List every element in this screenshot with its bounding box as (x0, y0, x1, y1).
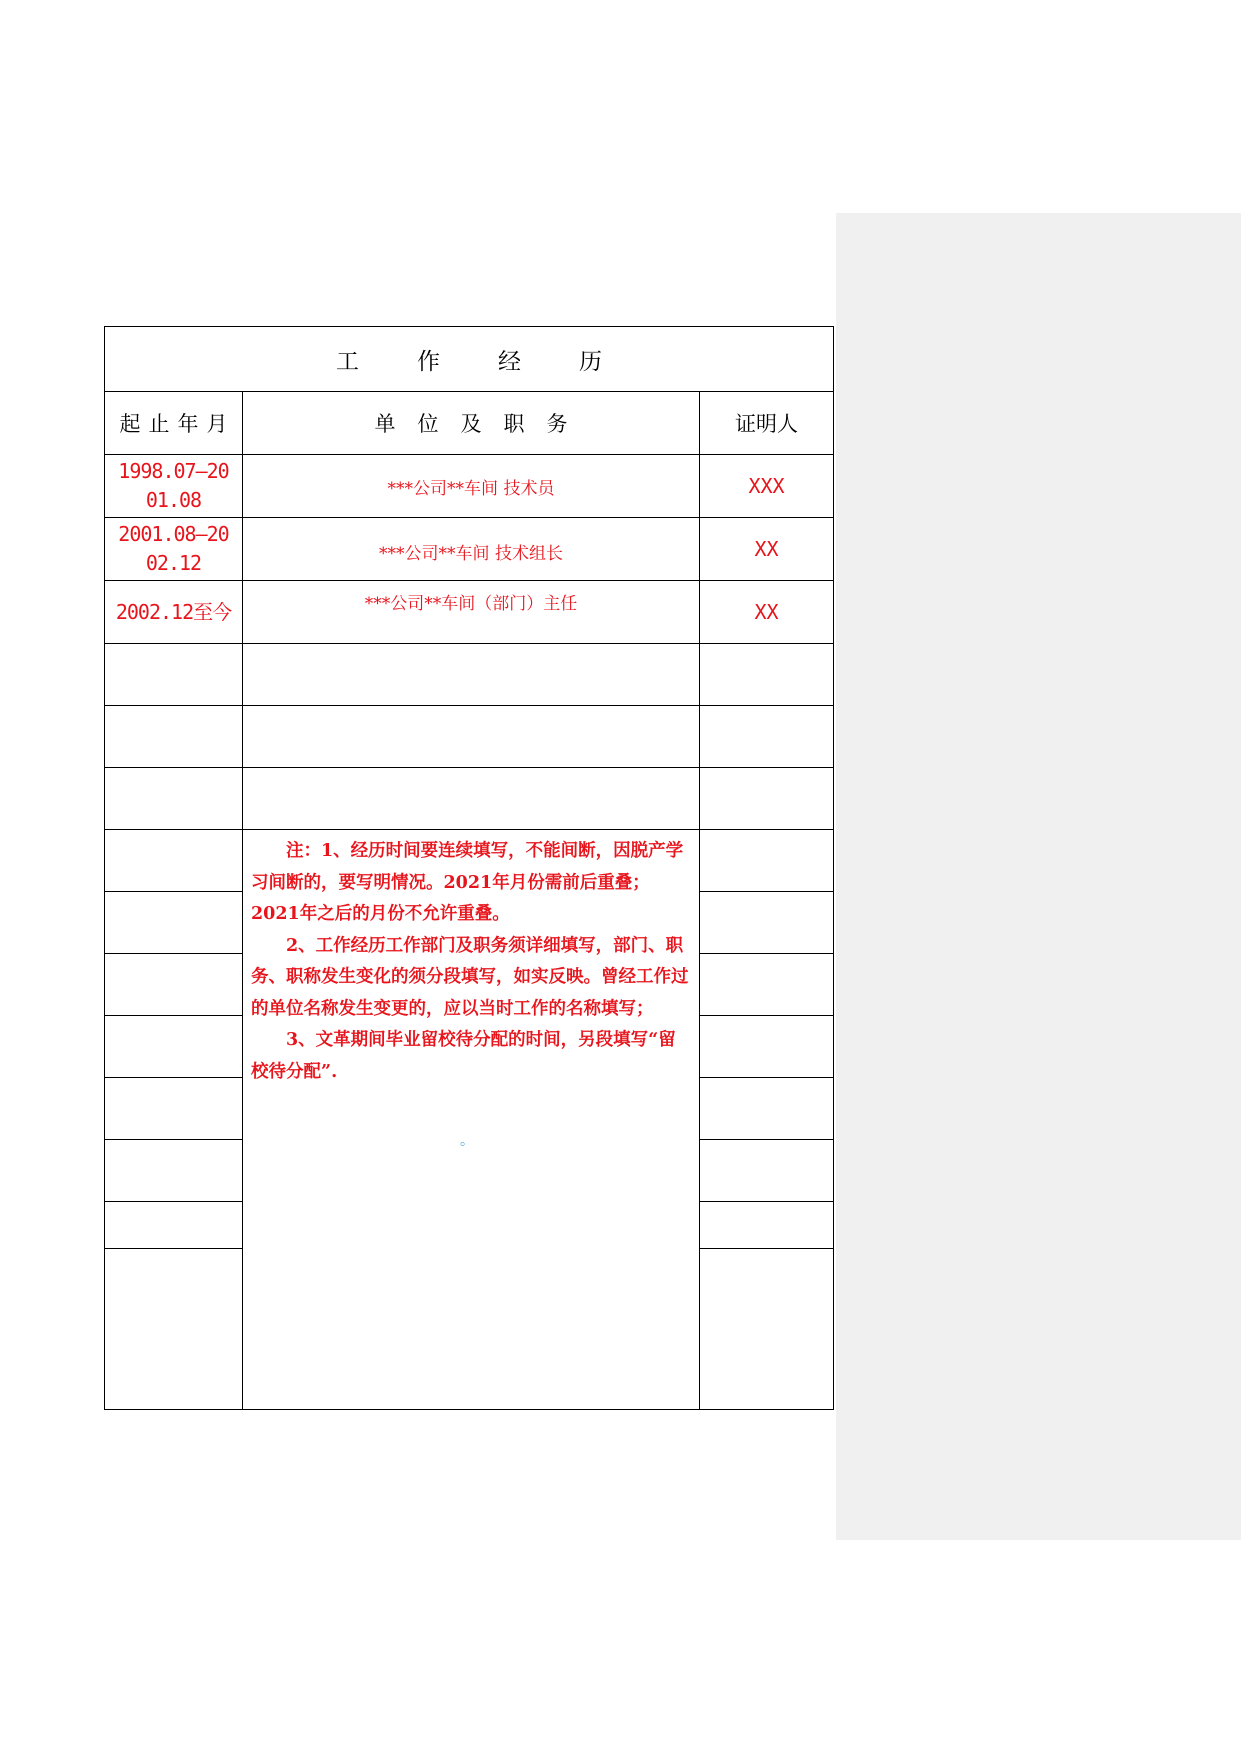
header-certifier: 证明人 (700, 392, 834, 455)
header-char: 起 (119, 412, 141, 436)
date-line: 01.08 (145, 488, 202, 512)
comment-margin-pane (836, 213, 1241, 1540)
certifier-cell[interactable]: XXX (700, 455, 834, 518)
date-cell[interactable] (105, 518, 243, 581)
date-cell[interactable] (105, 1016, 243, 1078)
certifier-cell[interactable] (700, 1249, 834, 1410)
date-cell[interactable] (105, 644, 243, 706)
header-char: 职 (503, 412, 525, 436)
note-paragraph: 2、工作经历工作部门及职务须详细填写，部门、职务、职称发生变化的须分段填写，如实反映。曾经工作过的单位名称发生变更的，应以当时工作的名称填写； (251, 935, 689, 1019)
table-row (105, 706, 834, 768)
stray-mark: 。 (460, 1133, 474, 1149)
certifier-cell[interactable] (700, 1140, 834, 1202)
title-char: 作 (417, 348, 440, 375)
date-cell[interactable]: 2002.12至今 (105, 581, 243, 644)
unit-cell[interactable] (243, 768, 700, 830)
unit-cell[interactable]: ***公司**车间 技术员 (243, 455, 700, 518)
table-title (105, 327, 834, 392)
note-paragraph: 注：1、经历时间要连续填写，不能间断，因脱产学习间断的，要写明情况。2021年月份需前后重叠；2021年之后的月份不允许重叠。 (251, 841, 684, 924)
certifier-cell[interactable] (700, 954, 834, 1016)
header-char: 及 (460, 412, 482, 436)
work-history-table (104, 326, 834, 1410)
date-cell[interactable] (105, 706, 243, 768)
header-char: 月 (206, 412, 228, 436)
notes-cell[interactable] (243, 830, 700, 1410)
date-cell[interactable] (105, 768, 243, 830)
header-date (105, 392, 243, 455)
title-char: 历 (579, 348, 602, 375)
table-row (105, 768, 834, 830)
certifier-cell[interactable]: XX (700, 518, 834, 581)
table-row (105, 581, 834, 644)
unit-cell[interactable] (243, 706, 700, 768)
date-cell[interactable] (105, 1078, 243, 1140)
unit-cell[interactable] (243, 644, 700, 706)
date-cell[interactable] (105, 1249, 243, 1410)
certifier-cell[interactable] (700, 706, 834, 768)
certifier-cell[interactable] (700, 1202, 834, 1249)
certifier-cell[interactable] (700, 644, 834, 706)
note-paragraph: 3、文革期间毕业留校待分配的时间，另段填写“留校待分配”. (251, 1030, 676, 1082)
date-cell[interactable] (105, 1140, 243, 1202)
certifier-cell[interactable]: XX (700, 581, 834, 644)
certifier-cell[interactable] (700, 768, 834, 830)
header-char: 止 (148, 412, 170, 436)
date-cell[interactable] (105, 830, 243, 892)
table-row (105, 644, 834, 706)
date-line: 1998.07—20 (118, 459, 229, 483)
unit-cell[interactable]: ***公司**车间（部门）主任 (243, 581, 700, 644)
date-line: 02.12 (145, 551, 202, 575)
date-cell[interactable] (105, 954, 243, 1016)
header-char: 年 (177, 412, 199, 436)
header-char: 务 (546, 412, 568, 436)
title-char: 经 (498, 348, 521, 375)
header-char: 单 (374, 412, 396, 436)
title-char: 工 (336, 348, 359, 375)
certifier-cell[interactable] (700, 892, 834, 954)
date-cell[interactable] (105, 1202, 243, 1249)
table-row (105, 518, 834, 581)
header-unit (243, 392, 700, 455)
date-cell[interactable] (105, 455, 243, 518)
unit-cell[interactable]: ***公司**车间 技术组长 (243, 518, 700, 581)
certifier-cell[interactable] (700, 1016, 834, 1078)
table-row (105, 455, 834, 518)
certifier-cell[interactable] (700, 830, 834, 892)
date-cell[interactable] (105, 892, 243, 954)
certifier-cell[interactable] (700, 1078, 834, 1140)
date-line: 2001.08—20 (118, 522, 229, 546)
table-row (105, 830, 834, 892)
header-char: 位 (417, 412, 439, 436)
